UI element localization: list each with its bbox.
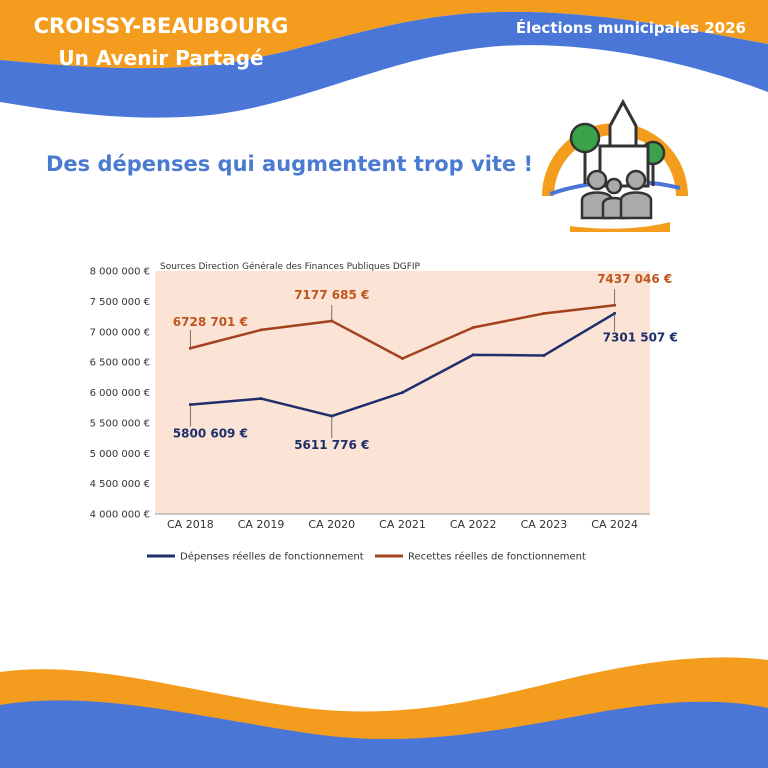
brand-subtitle: Un Avenir Partagé [58, 46, 264, 70]
y-tick-label: 7 000 000 € [89, 327, 150, 339]
y-tick-label: 8 000 000 € [89, 266, 150, 278]
source-note: Sources Direction Générale des Finances Publiques DGFIP [160, 262, 420, 272]
data-label: 6728 701 € [172, 315, 248, 330]
data-point [401, 357, 404, 360]
y-tick-label: 4 500 000 € [89, 479, 150, 491]
y-tick-label: 5 500 000 € [89, 418, 150, 430]
y-tick-label: 6 500 000 € [89, 357, 150, 369]
y-tick-label: 5 000 000 € [89, 448, 150, 460]
legend-label: Dépenses réelles de fonctionnement [180, 551, 364, 563]
election-label: Élections municipales 2026 [515, 19, 746, 37]
data-label: 5800 609 € [172, 426, 248, 441]
data-point [472, 353, 475, 356]
data-label: 5611 776 € [294, 438, 370, 453]
data-label: 7177 685 € [294, 287, 370, 302]
data-label: 7437 046 € [597, 272, 673, 287]
y-tick-label: 6 000 000 € [89, 388, 150, 399]
x-tick-label: CA 2024 [591, 518, 638, 531]
data-point [260, 397, 263, 400]
data-point [260, 328, 263, 331]
legend-label: Recettes réelles de fonctionnement [408, 551, 586, 563]
x-tick-label: CA 2023 [520, 518, 568, 531]
data-label: 7301 507 € [602, 330, 678, 345]
x-tick-label: CA 2020 [308, 518, 356, 531]
data-point [472, 326, 475, 329]
x-tick-label: CA 2019 [237, 518, 285, 531]
y-tick-label: 7 500 000 € [89, 296, 150, 308]
y-tick-label: 4 000 000 € [89, 509, 150, 521]
data-point [542, 312, 545, 315]
data-point [401, 391, 404, 394]
page-headline: Des dépenses qui augmentent trop vite ! [46, 152, 534, 176]
data-point [542, 354, 545, 357]
x-tick-label: CA 2018 [167, 518, 214, 531]
x-tick-label: CA 2021 [379, 518, 426, 531]
x-tick-label: CA 2022 [449, 518, 497, 531]
brand-title: CROISSY-BEAUBOURG [33, 14, 289, 38]
